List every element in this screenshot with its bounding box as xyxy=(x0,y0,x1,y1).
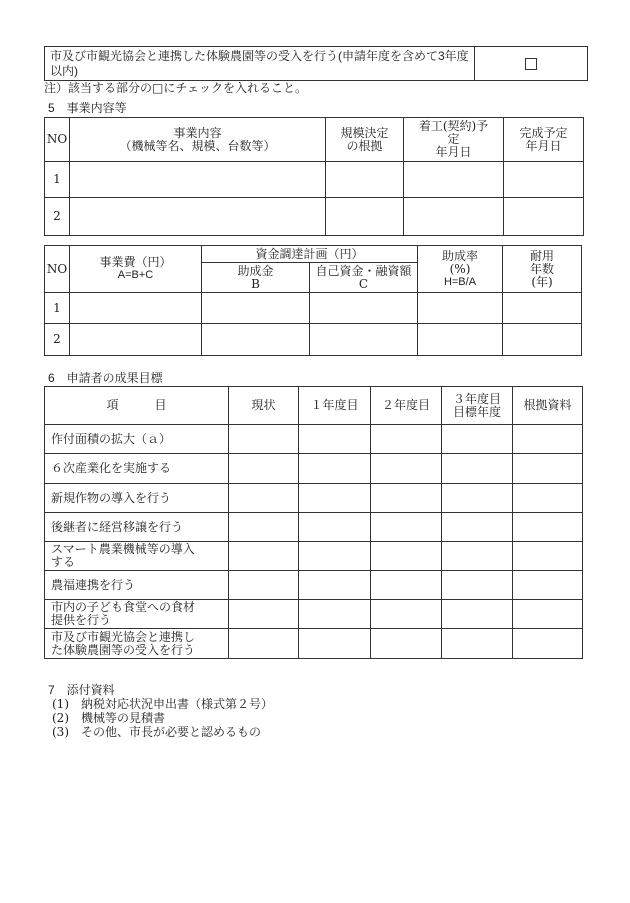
col-completion-header xyxy=(504,118,584,162)
input-cell[interactable] xyxy=(513,542,583,571)
header-line: 定 xyxy=(447,132,460,146)
col-content-header xyxy=(70,118,326,162)
note-text: 注）該当する部分の□にチェックを入れること。 xyxy=(44,81,307,95)
col-rate-header xyxy=(418,246,503,293)
header-line: 年数 xyxy=(529,261,554,276)
input-cell[interactable] xyxy=(310,324,418,356)
input-cell[interactable] xyxy=(229,542,299,571)
col-evidence-header: 根拠資料 xyxy=(513,387,583,425)
attachment-item: (1) 納税対応状況申出書（様式第２号） xyxy=(52,697,273,711)
input-cell[interactable] xyxy=(404,162,504,198)
input-cell[interactable] xyxy=(442,513,513,542)
input-cell[interactable] xyxy=(299,425,371,454)
header-line: H=B/A xyxy=(443,275,477,288)
input-cell[interactable] xyxy=(371,542,442,571)
col-current-header: 現状 xyxy=(229,387,299,425)
col-life-header xyxy=(503,246,582,293)
row-number: 2 xyxy=(45,324,70,356)
goal-item-label: 作付面積の拡大（ａ） xyxy=(45,425,229,454)
header-line: 目標年度 xyxy=(452,404,501,419)
input-cell[interactable] xyxy=(371,425,442,454)
funding-plan-header: 資金調達計画（円） xyxy=(202,246,418,263)
section6-heading: 6 申請者の成果目標 xyxy=(48,371,163,385)
funding-table xyxy=(44,245,582,356)
top-row-label: 市及び市観光協会と連携した体験農園等の受入を行う(申請年度を含めて3年度以内) xyxy=(45,47,475,81)
header-line: ３年度目 xyxy=(452,391,501,406)
input-cell[interactable] xyxy=(442,454,513,484)
input-cell[interactable] xyxy=(503,324,582,356)
input-cell[interactable] xyxy=(442,542,513,571)
goal-item-label: 農福連携を行う xyxy=(45,571,229,600)
input-cell[interactable] xyxy=(504,162,584,198)
col-subsidy-header xyxy=(202,263,310,293)
col-own-funds-header xyxy=(310,263,418,293)
input-cell[interactable] xyxy=(299,600,371,629)
header-line: (%) xyxy=(449,261,471,276)
input-cell[interactable] xyxy=(299,629,371,659)
input-cell[interactable] xyxy=(310,293,418,324)
input-cell[interactable] xyxy=(404,198,504,236)
table-row xyxy=(45,629,583,659)
header-line: の根拠 xyxy=(346,138,383,153)
input-cell[interactable] xyxy=(513,600,583,629)
header-line: 事業内容 xyxy=(173,125,222,140)
table-row xyxy=(45,324,582,356)
input-cell[interactable] xyxy=(371,513,442,542)
input-cell[interactable] xyxy=(442,425,513,454)
input-cell[interactable] xyxy=(513,484,583,513)
header-line: A=B+C xyxy=(117,269,154,281)
goal-item-label: スマート農業機械等の導入 する xyxy=(45,542,229,571)
input-cell[interactable] xyxy=(229,629,299,659)
input-cell[interactable] xyxy=(418,293,503,324)
goal-item-label: ６次産業化を実施する xyxy=(45,454,229,484)
input-cell[interactable] xyxy=(229,484,299,513)
input-cell[interactable] xyxy=(299,513,371,542)
goal-item-label: 市内の子ども食堂への食材 提供を行う xyxy=(45,600,229,629)
header-line: 自己資金・融資額 xyxy=(315,263,412,278)
input-cell[interactable] xyxy=(70,293,202,324)
input-cell[interactable] xyxy=(513,571,583,600)
row-number: 2 xyxy=(45,198,70,236)
col-cost-header xyxy=(70,246,202,293)
table-row xyxy=(45,600,583,629)
attachment-item: (3) その他、市長が必要と認めるもの xyxy=(52,725,261,739)
top-row-checkbox-cell[interactable] xyxy=(475,47,588,81)
table-row xyxy=(45,293,582,324)
input-cell[interactable] xyxy=(326,198,404,236)
row-number: 1 xyxy=(45,293,70,324)
header-line: 規模決定 xyxy=(340,125,389,140)
input-cell[interactable] xyxy=(371,571,442,600)
input-cell[interactable] xyxy=(513,454,583,484)
input-cell[interactable] xyxy=(513,629,583,659)
input-cell[interactable] xyxy=(299,542,371,571)
col-item-header: 項 目 xyxy=(45,387,229,425)
table-row xyxy=(45,454,583,484)
input-cell[interactable] xyxy=(371,484,442,513)
row-number: 1 xyxy=(45,162,70,198)
section7-heading: 7 添付資料 xyxy=(48,683,115,697)
input-cell[interactable] xyxy=(229,513,299,542)
table-row xyxy=(45,162,584,198)
col-year2-header: ２年度目 xyxy=(371,387,442,425)
attachment-item: (2) 機械等の見積書 xyxy=(52,711,165,725)
table-row xyxy=(45,425,583,454)
header-line: 助成金 xyxy=(237,263,274,278)
header-line: B xyxy=(251,276,260,291)
goals-table xyxy=(44,386,583,659)
header-line: (年) xyxy=(531,274,553,289)
input-cell[interactable] xyxy=(299,454,371,484)
goal-item-label: 後継者に経営移譲を行う xyxy=(45,513,229,542)
input-cell[interactable] xyxy=(442,629,513,659)
input-cell[interactable] xyxy=(371,629,442,659)
table-row xyxy=(45,542,583,571)
input-cell[interactable] xyxy=(202,324,310,356)
input-cell[interactable] xyxy=(299,571,371,600)
input-cell[interactable] xyxy=(326,162,404,198)
input-cell[interactable] xyxy=(229,425,299,454)
input-cell[interactable] xyxy=(442,484,513,513)
col-no-header: NO xyxy=(45,118,70,162)
input-cell[interactable] xyxy=(503,293,582,324)
input-cell[interactable] xyxy=(202,293,310,324)
input-cell[interactable] xyxy=(229,454,299,484)
header-line: 耐用 xyxy=(529,248,554,263)
table-row xyxy=(45,513,583,542)
input-cell[interactable] xyxy=(229,600,299,629)
col-no-header: NO xyxy=(45,246,70,293)
header-line: 事業費（円） xyxy=(99,255,172,269)
table-row xyxy=(45,571,583,600)
input-cell[interactable] xyxy=(513,425,583,454)
input-cell[interactable] xyxy=(442,600,513,629)
checkbox[interactable] xyxy=(525,58,537,70)
section5-heading: 5 事業内容等 xyxy=(48,101,127,115)
header-line: 完成予定 xyxy=(519,125,568,140)
goal-item-label: 新規作物の導入を行う xyxy=(45,484,229,513)
input-cell[interactable] xyxy=(299,484,371,513)
header-line: 着工(契約)予 xyxy=(418,119,489,133)
input-cell[interactable] xyxy=(513,513,583,542)
col-year1-header: １年度目 xyxy=(299,387,371,425)
col-start-date-header xyxy=(404,118,504,162)
header-line: C xyxy=(358,276,369,291)
table-row xyxy=(45,484,583,513)
input-cell[interactable] xyxy=(70,198,326,236)
goal-item-label: 市及び市観光協会と連携し た体験農園等の受入を行う xyxy=(45,629,229,659)
col-year3-header xyxy=(442,387,513,425)
header-line: 年月日 xyxy=(435,145,472,159)
input-cell[interactable] xyxy=(371,600,442,629)
input-cell[interactable] xyxy=(229,571,299,600)
input-cell[interactable] xyxy=(371,454,442,484)
input-cell[interactable] xyxy=(442,571,513,600)
input-cell[interactable] xyxy=(504,198,584,236)
header-line: （機械等名、規模、台数等） xyxy=(119,138,276,153)
table-row xyxy=(45,198,584,236)
input-cell[interactable] xyxy=(418,324,503,356)
input-cell[interactable] xyxy=(70,162,326,198)
header-line: 助成率 xyxy=(441,248,478,263)
top-checkbox-table xyxy=(44,46,588,81)
project-content-table xyxy=(44,117,584,236)
input-cell[interactable] xyxy=(70,324,202,356)
header-line: 年月日 xyxy=(525,138,562,153)
col-basis-header xyxy=(326,118,404,162)
